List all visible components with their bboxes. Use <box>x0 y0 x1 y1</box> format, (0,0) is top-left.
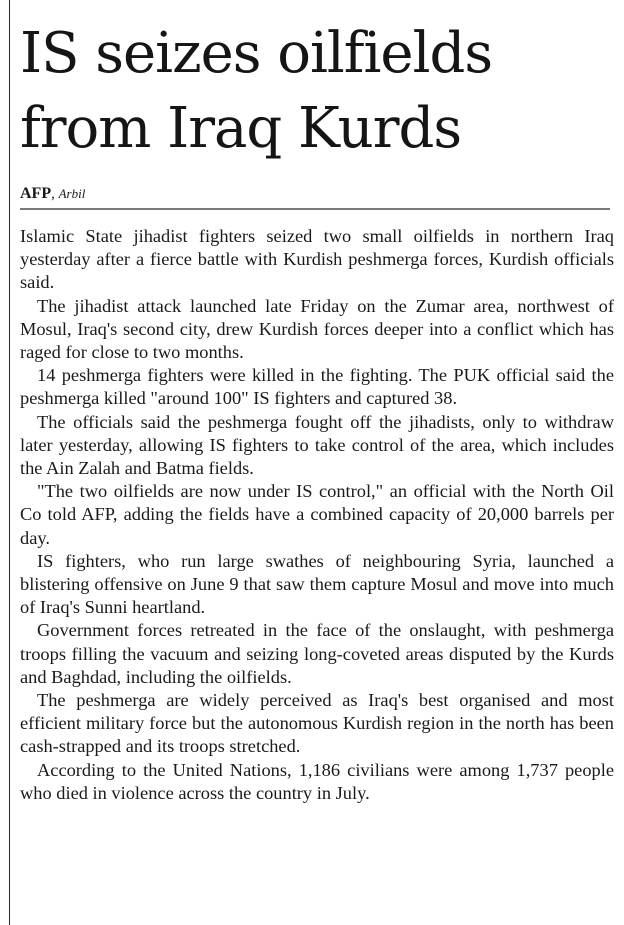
headline <box>20 0 614 166</box>
paragraph: The peshmerga are widely perceived as Iraq's best organised and most efficient military force but the autonomous Kurdish region in the north has been cash-strapped and its troops stretched. <box>20 690 614 757</box>
paragraph: Government forces retreated in the face of the onslaught, with peshmerga troops filling the vacuum and seizing long-coveted areas disputed by the Kurds and Baghdad, including the oilfields. <box>20 620 614 687</box>
paragraph: According to the United Nations, 1,186 civilians were among 1,737 people who died in violence across the country in July. <box>20 759 614 803</box>
byline-place: Arbil <box>58 186 86 201</box>
byline-separator: , <box>51 186 55 202</box>
paragraph: Islamic State jihadist fighters seized two small oilfields in northern Iraq yesterday after a fierce battle with Kurdish peshmerga forces, Kurdish officials said. <box>20 226 614 293</box>
headline-line-2: from Iraq Kurds <box>20 96 462 161</box>
paragraph: The officials said the peshmerga fought off the jihadists, only to withdraw later yesterday, allowing IS fighters to take control of the area, which includes the Ain Zalah and Batma fields. <box>20 411 614 479</box>
byline <box>20 184 614 208</box>
paragraph: 14 peshmerga fighters were killed in the fighting. The PUK official said the peshmerga killed "around 100" IS fighters and captured 38. <box>20 365 614 409</box>
headline-line-1: IS seizes oilfields <box>20 21 493 86</box>
paragraph: The jihadist attack launched late Friday on the Zumar area, northwest of Mosul, Iraq's second city, drew Kurdish forces deeper into a conflict which has raged for close to two months. <box>20 295 614 363</box>
news-article <box>20 0 614 925</box>
byline-divider <box>20 208 610 210</box>
paragraph: IS fighters, who run large swathes of neighbouring Syria, launched a blistering offensive on June 9 that saw them capture Mosul and move into much of Iraq's Sunni heartland. <box>20 550 614 618</box>
paragraph: "The two oilfields are now under IS control," an official with the North Oil Co told AFP, adding the fields have a combined capacity of 20,000 barrels per day. <box>20 481 614 548</box>
byline-agency: AFP <box>20 185 52 202</box>
column-rule <box>9 0 10 925</box>
article-body <box>20 225 614 805</box>
